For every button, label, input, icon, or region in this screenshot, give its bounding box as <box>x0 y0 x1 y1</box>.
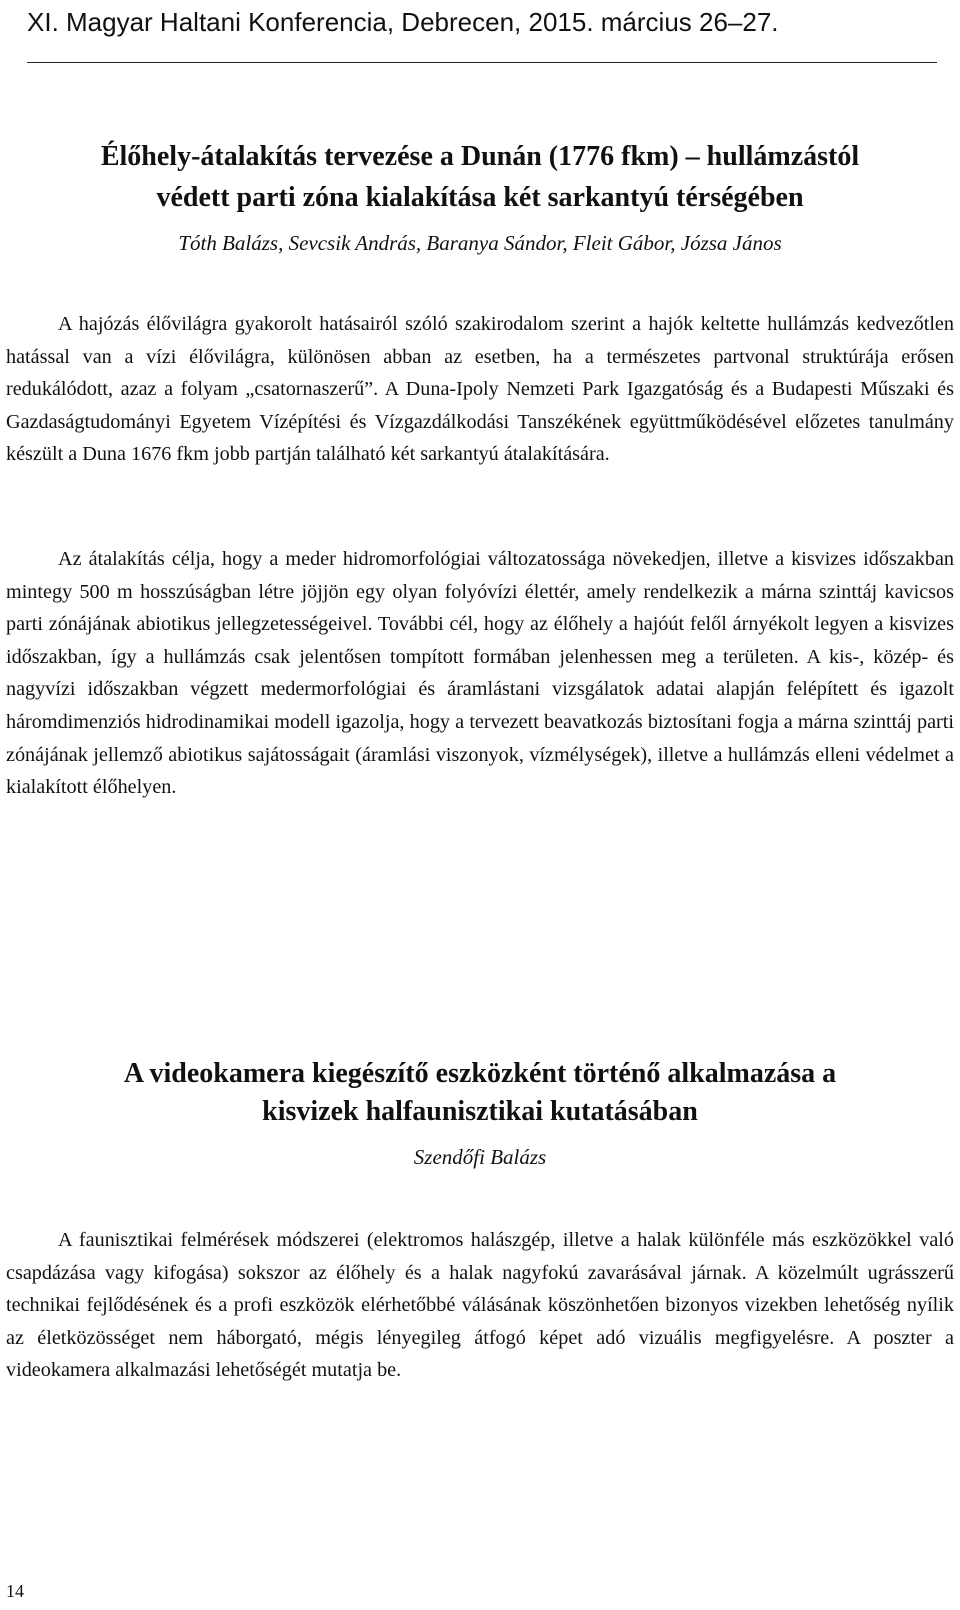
article-2-title-line-1: A videokamera kiegészítő eszközként történő alkalmazása a <box>123 1058 837 1089</box>
header-rule <box>27 62 937 63</box>
article-1-paragraph-2: Az átalakítás célja, hogy a meder hidromorfológiai változatossága növekedjen, illetve a kisvizes időszakban mintegy 500 m hosszúságban létre jöjjön egy olyan folyóvízi élettér, amely rendelkezik a márna szinttáj kavicsos parti zónájának abiotikus jellegzetességeivel. További cél, hogy az élőhely a hajóút felől árnyékolt legyen a kisvizes időszakban, így a hullámzás csak jelentősen tompított formában jelenhessen meg a területen. A kis-, közép- és nagyvízi időszakban végzett medermorfológiai és áramlástani vizsgálatok adatai alapján felépített és igazolt háromdimenziós hidrodinamikai modell igazolja, hogy a tervezett beavatkozás biztosítani fogja a márna szinttáj parti zónájának jellemző abiotikus sajátosságait (áramlási viszonyok, vízmélységek), illetve a hullámzás elleni védelmet a kialakított élőhelyen. <box>6 548 954 799</box>
article-1-title-line-1: Élőhely-átalakítás tervezése a Dunán (1776 fkm) – hullámzástól <box>100 141 860 172</box>
article-1-title-line-2: védett parti zóna kialakítása két sarkantyú térségében <box>156 182 804 213</box>
article-1-paragraph-1: A hajózás élővilágra gyakorolt hatásairól szóló szakirodalom szerint a hajók keltette hullámzás kedvezőtlen hatással van a vízi élővilágra, különösen abban az esetben, ha a természetes partvonal struktúrája erősen redukálódott, azaz a folyam „csatornaszerű”. A Duna-Ipoly Nemzeti Park Igazgatóság és a Budapesti Műszaki és Gazdaságtudományi Egyetem Vízépítési és Vízgazdálkodási Tanszékének együttműködésével előzetes tanulmány készült a Duna 1676 fkm jobb partján található két sarkantyú átalakítására. <box>6 313 954 466</box>
article-2-title-line-2: kisvizek halfaunisztikai kutatásában <box>262 1096 698 1127</box>
article-1-authors: Tóth Balázs, Sevcsik András, Baranya Sándor, Fleit Gábor, Józsa János <box>178 231 782 255</box>
article-2-authors: Szendőfi Balázs <box>413 1145 547 1169</box>
article-2-paragraph-1: A faunisztikai felmérések módszerei (elektromos halászgép, illetve a halak különféle más eszközökkel való csapdázása vagy kifogása) sokszor az élőhely és a halak nagyfokú zavarásával járnak. A közelmúlt ugrásszerű technikai fejlődésének és a profi eszközök elérhetőbbé válásának köszönhetően bizonyos vizekben lehetőség nyílik az életközösséget nem háborgató, mégis lényegileg átfogó képet adó vizuális megfigyelésre. A poszter a videokamera alkalmazási lehetőségét mutatja be. <box>6 1229 954 1382</box>
page-number: 14 <box>6 1581 24 1601</box>
conference-header: XI. Magyar Haltani Konferencia, Debrecen, 2015. március 26–27. <box>27 7 779 37</box>
